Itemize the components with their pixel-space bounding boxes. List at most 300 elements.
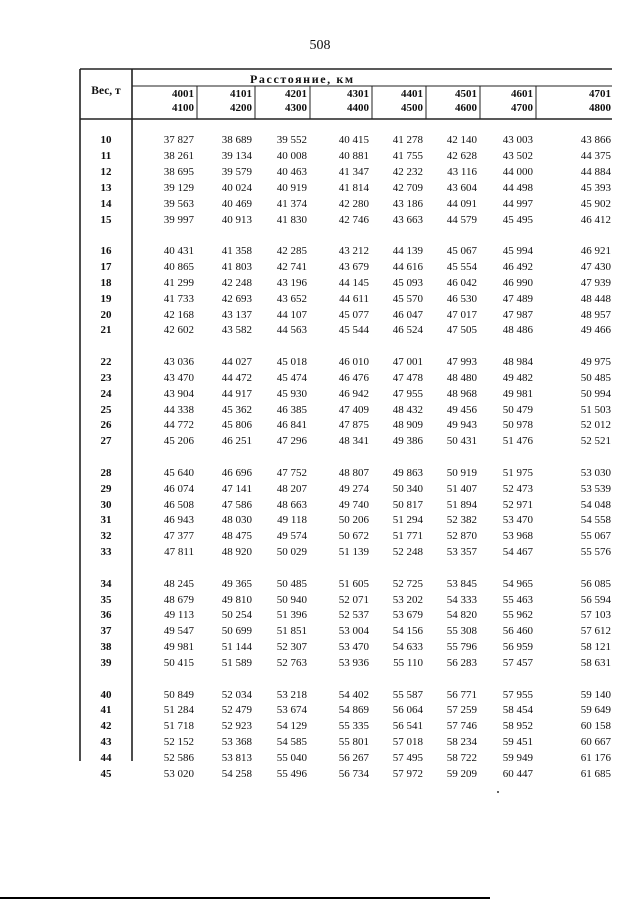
rate-cell: 50 029	[276, 546, 307, 559]
weight-cell: 27	[100, 435, 112, 448]
rate-cell: 57 746	[446, 720, 477, 733]
rate-cell: 45 077	[338, 308, 369, 321]
distance-column-header-2	[200, 88, 252, 114]
weight-cell: 37	[100, 625, 112, 638]
rate-cell: 55 308	[446, 625, 477, 638]
rate-cell: 46 530	[446, 292, 477, 305]
rate-cell: 50 994	[580, 387, 611, 400]
rate-cell: 47 430	[580, 260, 611, 273]
rate-cell: 49 547	[163, 625, 194, 638]
rate-cell: 48 030	[221, 514, 252, 527]
rate-cell: 53 470	[338, 641, 369, 654]
rate-cell: 54 633	[392, 641, 423, 654]
rate-cell: 45 495	[502, 213, 533, 226]
rate-cell: 53 470	[502, 514, 533, 527]
weight-cell: 28	[100, 466, 112, 479]
rate-cell: 49 386	[392, 435, 423, 448]
rate-cell: 45 902	[580, 197, 611, 210]
rate-cell: 43 679	[338, 260, 369, 273]
distance-column-header-1	[132, 88, 194, 114]
rate-cell: 47 296	[276, 435, 307, 448]
rate-cell: 46 074	[163, 482, 194, 495]
rate-cell: 60 667	[580, 736, 611, 749]
rate-cell: 55 110	[393, 657, 423, 670]
rate-cell: 37 827	[163, 134, 194, 146]
rate-cell: 54 869	[338, 704, 369, 717]
rate-cell: 44 498	[502, 181, 533, 194]
rate-cell: 52 012	[580, 419, 611, 432]
distance-group-header: Расстояние, км	[250, 72, 355, 86]
rate-cell: 48 245	[163, 577, 194, 590]
rate-cell: 59 649	[580, 704, 611, 717]
rate-cell: 42 140	[446, 134, 477, 146]
rate-cell: 43 036	[163, 355, 194, 368]
rate-cell: 43 663	[392, 213, 423, 226]
weight-cell: 30	[100, 498, 112, 511]
distance-column-header-5	[368, 88, 423, 114]
rate-cell: 43 137	[221, 308, 252, 321]
distance-range-from: 4301	[347, 88, 369, 100]
rate-cell: 47 987	[502, 308, 533, 321]
rate-cell: 48 909	[392, 419, 423, 432]
rate-cell: 41 278	[392, 134, 423, 146]
rate-cell: 47 955	[392, 387, 423, 400]
rate-cell: 52 152	[163, 736, 194, 749]
rate-cell: 38 695	[163, 165, 194, 178]
rate-cell: 42 280	[338, 197, 369, 210]
rate-cell: 44 139	[392, 244, 423, 257]
distance-range-from: 4501	[455, 88, 477, 100]
rate-cell: 41 803	[221, 260, 252, 273]
rate-cell: 47 141	[221, 482, 252, 495]
rate-cell: 47 489	[502, 292, 533, 305]
rate-cell: 46 921	[580, 244, 611, 257]
rate-cell: 59 140	[580, 688, 611, 701]
rate-cell: 50 817	[392, 498, 423, 511]
distance-range-to: 4100	[172, 102, 194, 114]
rate-cell: 54 965	[502, 577, 533, 590]
rate-cell: 53 004	[338, 625, 369, 638]
rate-cell: 51 144	[221, 641, 252, 654]
rate-cell: 50 672	[338, 530, 369, 543]
weight-cell: 44	[100, 752, 112, 765]
rate-cell: 40 881	[338, 149, 369, 162]
rate-cell: 58 722	[446, 752, 477, 765]
rate-cell: 52 382	[446, 514, 477, 527]
rate-cell: 48 432	[392, 403, 423, 416]
rate-cell: 43 582	[221, 324, 252, 337]
rate-cell: 57 972	[392, 768, 423, 780]
rate-cell: 48 984	[502, 355, 533, 368]
rate-cell: 49 456	[446, 403, 477, 416]
rate-cell: 55 067	[580, 530, 611, 543]
rate-cell: 46 942	[338, 387, 369, 400]
rate-cell: 41 830	[276, 213, 307, 226]
rate-cell: 50 978	[502, 419, 533, 432]
distance-range-from: 4401	[401, 88, 423, 100]
rate-cell: 49 365	[221, 577, 252, 590]
rate-cell: 55 335	[338, 720, 369, 733]
rate-cell: 56 085	[580, 577, 611, 590]
rate-cell: 52 071	[338, 593, 369, 606]
rate-cell: 52 971	[502, 498, 533, 511]
weight-cell: 12	[100, 165, 112, 178]
rate-cell: 56 771	[446, 688, 477, 701]
rate-cell: 48 486	[502, 324, 533, 337]
rate-cell: 53 030	[580, 466, 611, 479]
distance-range-from: 4101	[230, 88, 252, 100]
distance-range-to: 4200	[230, 102, 252, 114]
rate-cell: 54 129	[276, 720, 307, 733]
distance-range-to: 4400	[347, 102, 369, 114]
rate-cell: 48 448	[580, 292, 611, 305]
rate-cell: 44 107	[276, 308, 307, 321]
rate-cell: 45 093	[392, 276, 423, 289]
rate-cell: 53 218	[276, 688, 307, 701]
rate-cell: 45 393	[580, 181, 611, 194]
rate-cell: 52 473	[502, 482, 533, 495]
rate-cell: 54 333	[446, 593, 477, 606]
rate-cell: 51 605	[338, 577, 369, 590]
rate-cell: 59 451	[502, 736, 533, 749]
rate-cell: 40 008	[276, 149, 307, 162]
rate-cell: 47 377	[163, 530, 194, 543]
rate-cell: 56 064	[392, 704, 423, 717]
rate-cell: 54 820	[446, 609, 477, 622]
rate-cell: 39 129	[163, 181, 194, 194]
rate-cell: 47 001	[392, 355, 423, 368]
rate-cell: 52 870	[446, 530, 477, 543]
rate-cell: 44 917	[221, 387, 252, 400]
rate-cell: 44 027	[221, 355, 252, 368]
rate-cell: 52 034	[221, 688, 252, 701]
rate-cell: 46 524	[392, 324, 423, 337]
rate-cell: 53 368	[221, 736, 252, 749]
rate-cell: 46 696	[221, 466, 252, 479]
rate-cell: 47 939	[580, 276, 611, 289]
rate-cell: 52 586	[163, 752, 194, 765]
rate-cell: 50 254	[221, 609, 252, 622]
rate-cell: 44 472	[221, 371, 252, 384]
rate-cell: 41 733	[163, 292, 194, 305]
rate-cell: 45 474	[276, 371, 307, 384]
distance-range-from: 4701	[589, 88, 611, 100]
rate-cell: 53 679	[392, 609, 423, 622]
rate-cell: 60 158	[580, 720, 611, 733]
rate-cell: 43 866	[580, 134, 611, 146]
rate-cell: 45 930	[276, 387, 307, 400]
rate-cell: 51 894	[446, 498, 477, 511]
weight-cell: 16	[100, 244, 112, 257]
tariff-table	[80, 69, 612, 780]
page-bottom-rule	[0, 897, 490, 899]
weight-cell: 36	[100, 609, 112, 622]
weight-column-header: Вес, т	[91, 85, 121, 97]
rate-cell: 42 628	[446, 149, 477, 162]
rate-cell: 47 409	[338, 403, 369, 416]
rate-cell: 58 952	[502, 720, 533, 733]
rate-cell: 56 594	[580, 593, 611, 606]
rate-cell: 53 936	[338, 657, 369, 670]
rate-cell: 45 067	[446, 244, 477, 257]
rate-cell: 48 957	[580, 308, 611, 321]
rate-cell: 41 755	[392, 149, 423, 162]
distance-range-from: 4601	[511, 88, 533, 100]
rate-cell: 54 156	[392, 625, 423, 638]
rate-cell: 46 508	[163, 498, 194, 511]
weight-cell: 10	[100, 134, 112, 146]
rate-cell: 53 202	[392, 593, 423, 606]
rate-cell: 43 003	[502, 134, 533, 146]
distance-range-to: 4600	[455, 102, 477, 114]
rate-cell: 60 447	[502, 768, 533, 780]
weight-cell: 22	[100, 355, 112, 368]
rate-cell: 59 949	[502, 752, 533, 765]
rate-cell: 48 968	[446, 387, 477, 400]
rate-cell: 51 589	[221, 657, 252, 670]
rate-cell: 44 000	[502, 165, 533, 178]
rate-cell: 50 431	[446, 435, 477, 448]
rate-cell: 46 047	[392, 308, 423, 321]
rate-cell: 59 209	[446, 768, 477, 780]
rate-cell: 53 020	[163, 768, 194, 780]
rate-cell: 61 176	[580, 752, 611, 765]
rate-cell: 45 640	[163, 466, 194, 479]
weight-cell: 26	[100, 419, 112, 432]
rate-cell: 47 993	[446, 355, 477, 368]
rate-cell: 46 251	[221, 435, 252, 448]
rate-cell: 55 576	[580, 546, 611, 559]
rate-cell: 57 457	[502, 657, 533, 670]
distance-range-to: 4500	[401, 102, 423, 114]
rate-cell: 42 693	[221, 292, 252, 305]
distance-range-from: 4001	[172, 88, 194, 100]
rate-cell: 50 485	[580, 371, 611, 384]
rate-cell: 48 475	[221, 530, 252, 543]
rate-cell: 44 579	[446, 213, 477, 226]
distance-column-header-4	[312, 88, 369, 114]
distance-range-to: 4800	[589, 102, 611, 114]
rate-cell: 43 470	[163, 371, 194, 384]
rate-cell: 47 017	[446, 308, 477, 321]
rate-cell: 50 485	[276, 577, 307, 590]
rate-cell: 43 904	[163, 387, 194, 400]
rate-cell: 42 602	[163, 324, 194, 337]
rate-cell: 57 612	[580, 625, 611, 638]
rate-cell: 49 863	[392, 466, 423, 479]
rate-cell: 44 338	[163, 403, 194, 416]
rate-cell: 56 267	[338, 752, 369, 765]
distance-range-to: 4700	[511, 102, 533, 114]
rate-cell: 52 521	[580, 435, 611, 448]
rate-cell: 58 454	[502, 704, 533, 717]
rate-cell: 43 212	[338, 244, 369, 257]
weight-cell: 39	[100, 657, 112, 670]
weight-cell: 23	[100, 371, 112, 384]
rate-cell: 55 796	[446, 641, 477, 654]
rate-cell: 45 018	[276, 355, 307, 368]
rate-cell: 45 544	[338, 324, 369, 337]
rate-cell: 55 801	[338, 736, 369, 749]
rate-cell: 45 554	[446, 260, 477, 273]
rate-cell: 43 604	[446, 181, 477, 194]
weight-cell: 24	[100, 387, 112, 400]
rate-cell: 41 347	[338, 165, 369, 178]
rate-cell: 49 975	[580, 355, 611, 368]
weight-cell: 35	[100, 593, 112, 606]
weight-cell: 29	[100, 482, 112, 495]
weight-cell: 41	[100, 704, 112, 717]
rate-cell: 52 537	[338, 609, 369, 622]
rate-cell: 48 341	[338, 435, 369, 448]
distance-column-header-8	[535, 88, 611, 114]
weight-cell: 25	[100, 403, 112, 416]
rate-cell: 55 040	[276, 752, 307, 765]
weight-cell: 17	[100, 260, 112, 273]
rate-cell: 44 611	[339, 292, 369, 305]
distance-range-from: 4201	[285, 88, 307, 100]
rate-cell: 49 810	[221, 593, 252, 606]
rate-cell: 44 563	[276, 324, 307, 337]
rate-cell: 48 480	[446, 371, 477, 384]
rate-cell: 49 118	[277, 514, 307, 527]
rate-cell: 51 407	[446, 482, 477, 495]
rate-cell: 53 845	[446, 577, 477, 590]
rate-cell: 42 741	[276, 260, 307, 273]
rate-cell: 57 495	[392, 752, 423, 765]
rate-cell: 53 357	[446, 546, 477, 559]
rate-cell: 51 503	[580, 403, 611, 416]
rate-cell: 56 283	[446, 657, 477, 670]
rate-cell: 55 496	[276, 768, 307, 780]
rate-cell: 58 234	[446, 736, 477, 749]
rate-cell: 53 674	[276, 704, 307, 717]
rate-cell: 43 186	[392, 197, 423, 210]
rate-cell: 42 232	[392, 165, 423, 178]
rate-cell: 41 814	[338, 181, 369, 194]
rate-cell: 42 168	[163, 308, 194, 321]
rate-cell: 47 811	[164, 546, 194, 559]
rate-cell: 48 207	[276, 482, 307, 495]
rate-cell: 43 196	[276, 276, 307, 289]
rate-cell: 44 884	[580, 165, 611, 178]
rate-cell: 46 492	[502, 260, 533, 273]
rate-cell: 40 865	[163, 260, 194, 273]
rate-cell: 44 145	[338, 276, 369, 289]
rate-cell: 46 990	[502, 276, 533, 289]
rate-cell: 39 563	[163, 197, 194, 210]
rate-cell: 46 943	[163, 514, 194, 527]
weight-cell: 11	[100, 149, 112, 162]
distance-column-header-6	[423, 88, 477, 114]
rate-cell: 39 579	[221, 165, 252, 178]
weight-cell: 21	[100, 324, 112, 337]
rate-cell: 54 402	[338, 688, 369, 701]
rate-cell: 40 431	[163, 244, 194, 257]
rate-cell: 49 943	[446, 419, 477, 432]
rate-cell: 41 299	[163, 276, 194, 289]
weight-cell: 32	[100, 530, 112, 543]
rate-cell: 39 134	[221, 149, 252, 162]
rate-cell: 54 467	[502, 546, 533, 559]
rate-cell: 56 734	[338, 768, 369, 780]
rate-cell: 49 740	[338, 498, 369, 511]
page-number: 508	[309, 38, 331, 53]
rate-cell: 44 616	[392, 260, 423, 273]
rate-cell: 58 631	[580, 657, 611, 670]
rate-cell: 40 024	[221, 181, 252, 194]
rate-cell: 38 261	[163, 149, 194, 162]
rate-cell: 51 396	[276, 609, 307, 622]
weight-cell: 43	[100, 736, 112, 749]
rate-cell: 46 412	[580, 213, 611, 226]
rate-cell: 38 689	[221, 134, 252, 146]
rate-cell: 49 274	[338, 482, 369, 495]
weight-cell: 20	[100, 308, 112, 321]
rate-cell: 55 587	[392, 688, 423, 701]
rate-cell: 49 574	[276, 530, 307, 543]
rate-cell: 41 374	[276, 197, 307, 210]
rate-cell: 57 103	[580, 609, 611, 622]
rate-cell: 49 981	[163, 641, 194, 654]
rate-cell: 52 248	[392, 546, 423, 559]
rate-cell: 52 763	[276, 657, 307, 670]
rate-cell: 44 772	[163, 419, 194, 432]
rate-cell: 56 541	[392, 720, 423, 733]
rate-cell: 45 806	[221, 419, 252, 432]
rate-cell: 47 586	[221, 498, 252, 511]
weight-cell: 33	[100, 546, 112, 559]
rate-cell: 49 482	[502, 371, 533, 384]
rate-cell: 44 997	[502, 197, 533, 210]
rate-cell: 46 010	[338, 355, 369, 368]
weight-cell: 34	[100, 577, 112, 590]
rate-cell: 44 375	[580, 149, 611, 162]
rate-cell: 51 294	[392, 514, 423, 527]
rate-cell: 42 746	[338, 213, 369, 226]
rate-cell: 47 478	[392, 371, 423, 384]
rate-cell: 40 469	[221, 197, 252, 210]
rate-cell: 50 479	[502, 403, 533, 416]
rate-cell: 50 340	[392, 482, 423, 495]
rate-cell: 54 048	[580, 498, 611, 511]
rate-cell: 45 994	[502, 244, 533, 257]
weight-cell: 31	[100, 514, 112, 527]
rate-cell: 57 259	[446, 704, 477, 717]
rate-cell: 45 362	[221, 403, 252, 416]
weight-cell: 19	[100, 292, 112, 305]
rate-cell: 51 476	[502, 435, 533, 448]
rate-cell: 40 463	[276, 165, 307, 178]
rate-cell: 54 585	[276, 736, 307, 749]
rate-cell: 53 813	[221, 752, 252, 765]
rate-cell: 39 997	[163, 213, 194, 226]
rate-cell: 56 959	[502, 641, 533, 654]
rate-cell: 48 679	[163, 593, 194, 606]
weight-cell: 14	[100, 197, 112, 210]
rate-cell: 50 919	[446, 466, 477, 479]
rate-cell: 51 975	[502, 466, 533, 479]
rate-cell: 51 851	[276, 625, 307, 638]
rate-cell: 50 940	[276, 593, 307, 606]
rate-cell: 41 358	[221, 244, 252, 257]
rate-cell: 44 091	[446, 197, 477, 210]
rate-cell: 57 955	[502, 688, 533, 701]
weight-cell: 42	[100, 720, 112, 733]
weight-cell: 45	[100, 768, 112, 780]
rate-cell: 42 285	[276, 244, 307, 257]
weight-cell: 18	[100, 276, 112, 289]
